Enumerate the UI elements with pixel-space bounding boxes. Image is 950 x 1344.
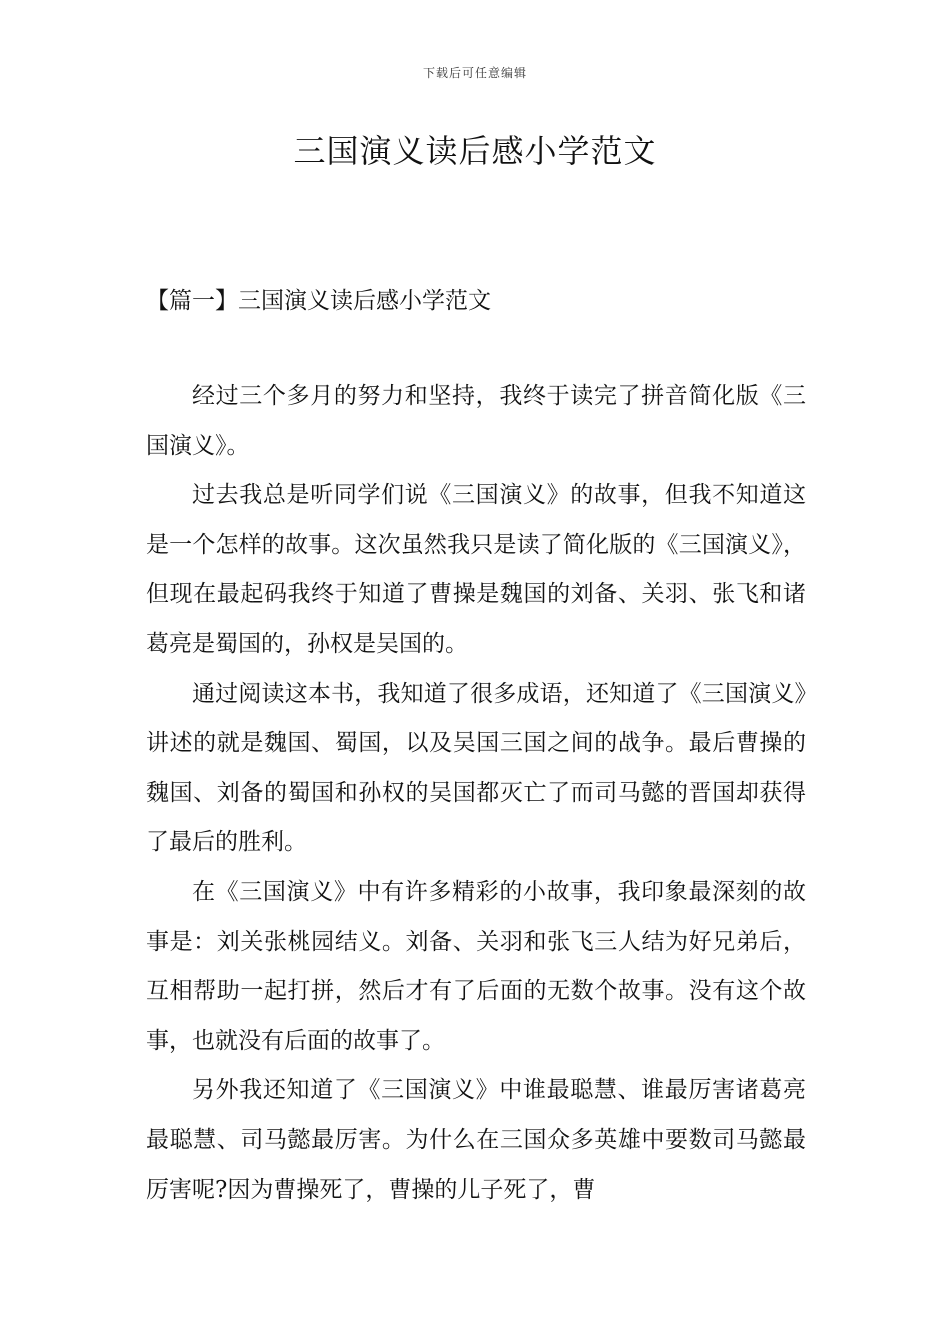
paragraph-4: 在《三国演义》中有许多精彩的小故事，我印象最深刻的故事是：刘关张桃园结义。刘备、关羽和张飞三人结为好兄弟后，互相帮助一起打拼，然后才有了后面的无数个故事。没有这个故事，也就没有后面的故事了。 bbox=[146, 878, 806, 1054]
paragraph-1: 经过三个多月的努力和坚持，我终于读完了拼音简化版《三国演义》。 bbox=[146, 383, 806, 459]
document-title: 三国演义读后感小学范文 bbox=[293, 132, 657, 170]
paragraph-5: 另外我还知道了《三国演义》中谁最聪慧、谁最厉害诸葛亮最聪慧、司马懿最厉害。为什么在三国众多英雄中要数司马懿最厉害呢?因为曹操死了，曹操的儿子死了，曹 bbox=[146, 1077, 806, 1203]
header-note: 下载后可任意编辑 bbox=[422, 66, 527, 80]
body-text bbox=[146, 372, 806, 1215]
paragraph-2: 过去我总是听同学们说《三国演义》的故事，但我不知道这是一个怎样的故事。这次虽然我只是读了简化版的《三国演义》，但现在最起码我终于知道了曹操是魏国的刘备、关羽、张飞和诸葛亮是蜀国的，孙权是吴国的。 bbox=[146, 482, 806, 657]
paragraph-3: 通过阅读这本书，我知道了很多成语，还知道了《三国演义》讲述的就是魏国、蜀国，以及吴国三国之间的战争。最后曹操的魏国、刘备的蜀国和孙权的吴国都灭亡了而司马懿的晋国却获得了最后的胜利。 bbox=[146, 680, 806, 856]
section-heading: 【篇一】三国演义读后感小学范文 bbox=[146, 288, 491, 314]
